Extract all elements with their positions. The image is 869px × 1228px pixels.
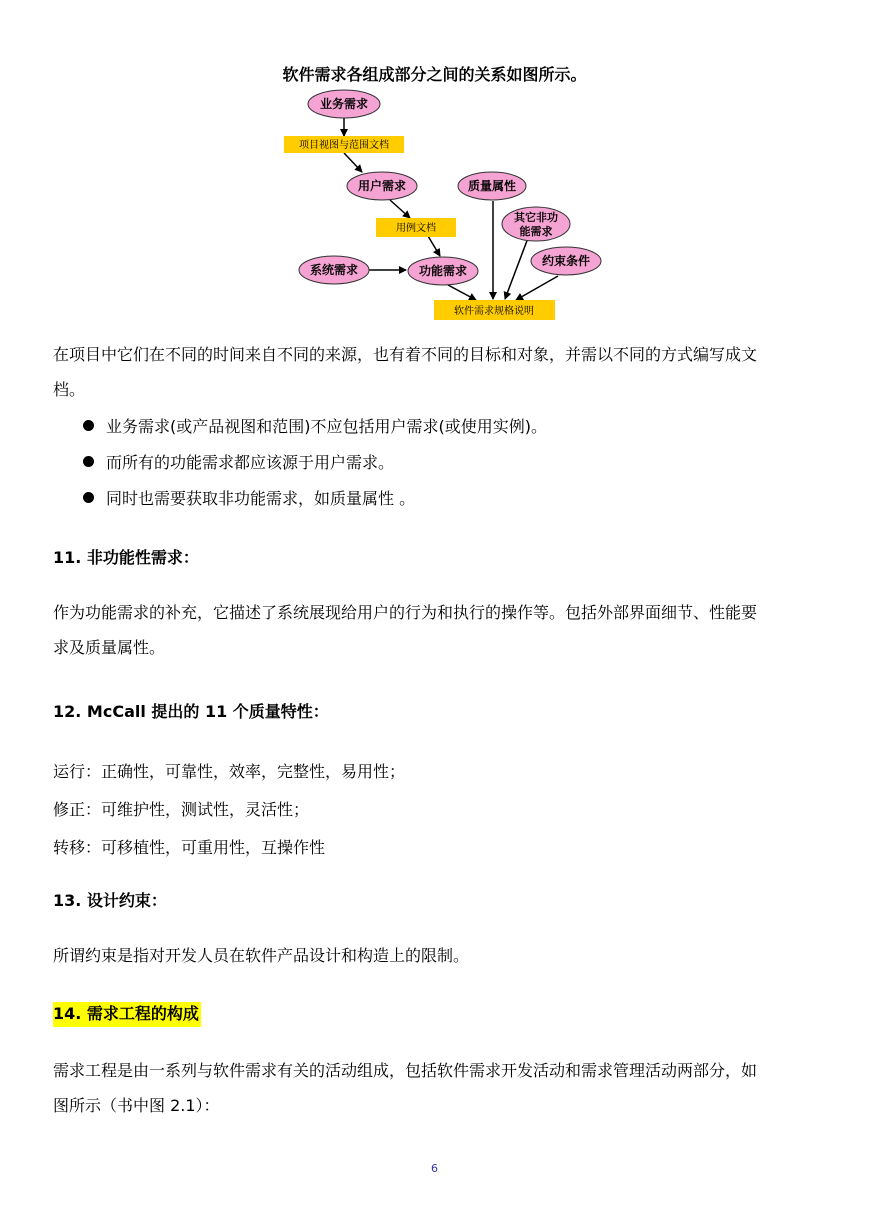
diagram-caption: 软件需求各组成部分之间的关系如图所示。 bbox=[282, 65, 587, 84]
bullet-item-2 bbox=[83, 453, 394, 473]
ellipse-nonfunctional-requirement bbox=[502, 207, 570, 241]
section-11-line-2: 求及质量属性。 bbox=[53, 638, 166, 657]
intro-line-1: 在项目中它们在不同的时间来自不同的来源，也有着不同的目标和对象，并需以不同的方式编写成文 bbox=[53, 345, 758, 364]
ellipse-nonfunc-label-1: 其它非功 bbox=[514, 211, 558, 224]
section-14-heading bbox=[53, 1002, 201, 1026]
section-12-line-2: 修正：可维护性，测试性，灵活性； bbox=[53, 800, 310, 819]
ellipse-business-requirement bbox=[308, 90, 380, 118]
ellipse-quality-label: 质量属性 bbox=[467, 179, 517, 193]
arrow-usecase-to-functional bbox=[428, 236, 440, 256]
ellipse-quality-attribute bbox=[458, 172, 526, 200]
section-13-body bbox=[53, 938, 823, 973]
arrow-nonfunc-to-srs bbox=[505, 238, 528, 299]
ellipse-user-requirement bbox=[347, 172, 417, 200]
requirements-relationship-diagram bbox=[280, 86, 610, 326]
section-11-body bbox=[53, 595, 823, 665]
bullet-item-3 bbox=[83, 489, 415, 509]
section-14-line-2: 图所示（书中图 2.1）： bbox=[53, 1096, 220, 1115]
ellipse-system-requirement bbox=[299, 256, 369, 284]
box-usecase-label: 用例文档 bbox=[396, 223, 436, 234]
ellipse-user-label: 用户需求 bbox=[357, 179, 407, 193]
section-11-heading: 11. 非功能性需求： bbox=[53, 548, 199, 567]
arrow-user-to-usecase bbox=[390, 200, 410, 218]
intro-paragraph bbox=[53, 337, 823, 407]
ellipse-functional-requirement bbox=[408, 257, 478, 285]
ellipse-constraint bbox=[531, 247, 601, 275]
section-11-line-1: 作为功能需求的补充，它描述了系统展现给用户的行为和执行的操作等。包括外部界面细节、性能要 bbox=[53, 603, 758, 622]
arrow-vision-to-user bbox=[344, 153, 362, 172]
section-14-heading-highlight: 14. 需求工程的构成 bbox=[53, 1002, 201, 1027]
arrow-constraint-to-srs bbox=[516, 276, 558, 300]
section-14-line-1: 需求工程是由一系列与软件需求有关的活动组成，包括软件需求开发活动和需求管理活动两部分，如 bbox=[53, 1061, 758, 1080]
bullet-text-2: 而所有的功能需求都应该源于用户需求。 bbox=[106, 453, 395, 472]
section-13-line-1: 所谓约束是指对开发人员在软件产品设计和构造上的限制。 bbox=[53, 946, 470, 965]
ellipse-system-label: 系统需求 bbox=[309, 263, 359, 277]
bullet-dot-icon bbox=[83, 420, 94, 431]
box-srs-label: 软件需求规格说明 bbox=[454, 306, 534, 317]
box-usecase-doc bbox=[376, 218, 456, 237]
ellipse-functional-label: 功能需求 bbox=[418, 264, 468, 278]
ellipse-constraint-label: 约束条件 bbox=[541, 254, 591, 268]
section-12-line-3: 转移：可移植性，可重用性，互操作性 bbox=[53, 838, 326, 857]
section-13-heading: 13. 设计约束： bbox=[53, 891, 167, 910]
bullet-dot-icon bbox=[83, 492, 94, 503]
section-12-body bbox=[53, 753, 823, 867]
section-12-heading: 12. McCall 提出的 11 个质量特性： bbox=[53, 702, 329, 721]
section-14-body bbox=[53, 1053, 823, 1123]
bullet-dot-icon bbox=[83, 456, 94, 467]
arrow-functional-to-srs bbox=[448, 285, 476, 300]
box-srs-doc bbox=[434, 300, 555, 320]
section-12-line-1: 运行：正确性，可靠性，效率，完整性，易用性； bbox=[53, 762, 406, 781]
bullet-item-1 bbox=[83, 417, 547, 437]
box-vision-scope-doc bbox=[284, 136, 404, 153]
bullet-text-3: 同时也需要获取非功能需求，如质量属性 。 bbox=[106, 489, 416, 508]
box-vision-label: 项目视图与范围文档 bbox=[299, 140, 389, 151]
bullet-text-1: 业务需求(或产品视图和范围)不应包括用户需求(或使用实例)。 bbox=[106, 417, 547, 436]
ellipse-business-label: 业务需求 bbox=[319, 97, 369, 111]
ellipse-nonfunc-label-2: 能需求 bbox=[519, 225, 553, 238]
page-number: 6 bbox=[431, 1162, 438, 1175]
intro-line-2: 档。 bbox=[53, 380, 86, 399]
